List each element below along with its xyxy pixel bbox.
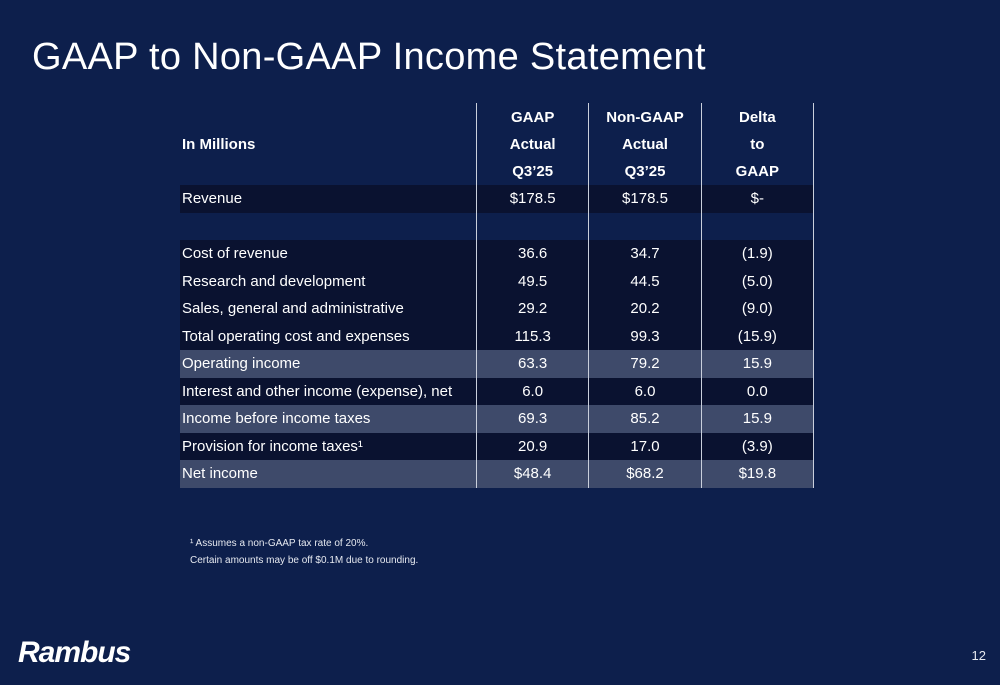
table-row bbox=[180, 433, 814, 461]
non-gaap-value: 99.3 bbox=[589, 323, 701, 351]
gaap-value: 6.0 bbox=[476, 378, 588, 406]
gaap-value: 36.6 bbox=[476, 240, 588, 268]
delta-value: 15.9 bbox=[701, 405, 813, 433]
table-row bbox=[180, 295, 814, 323]
table-row bbox=[180, 405, 814, 433]
delta-value: 15.9 bbox=[701, 350, 813, 378]
non-gaap-value: $178.5 bbox=[589, 185, 701, 213]
column-header-line: to bbox=[750, 135, 765, 153]
income-statement-table bbox=[180, 103, 814, 488]
delta-value: (1.9) bbox=[701, 240, 813, 268]
row-label: Revenue bbox=[180, 185, 476, 213]
row-label: Sales, general and administrative bbox=[180, 295, 476, 323]
column-header-line: GAAP bbox=[510, 108, 555, 126]
non-gaap-value: 79.2 bbox=[589, 350, 701, 378]
table-body bbox=[180, 185, 814, 488]
rambus-logo: Rambus bbox=[18, 636, 131, 669]
table-row bbox=[180, 350, 814, 378]
column-header-non-gaap bbox=[589, 103, 701, 185]
row-label: Income before income taxes bbox=[180, 405, 476, 433]
footnote-rounding: Certain amounts may be off $0.1M due to rounding. bbox=[190, 555, 419, 566]
row-header-label: In Millions bbox=[182, 135, 256, 153]
column-header-line: Actual bbox=[622, 135, 668, 153]
gaap-value: $48.4 bbox=[476, 460, 588, 488]
non-gaap-value: 34.7 bbox=[589, 240, 701, 268]
delta-value: (9.0) bbox=[701, 295, 813, 323]
row-label: Provision for income taxes¹ bbox=[180, 433, 476, 461]
gaap-value: 69.3 bbox=[476, 405, 588, 433]
delta-value bbox=[701, 213, 813, 241]
row-label: Interest and other income (expense), net bbox=[180, 378, 476, 406]
delta-value: (3.9) bbox=[701, 433, 813, 461]
delta-value: (15.9) bbox=[701, 323, 813, 351]
gaap-value: 115.3 bbox=[476, 323, 588, 351]
column-header-line: Non-GAAP bbox=[606, 108, 684, 126]
footnote-tax-rate: ¹ Assumes a non-GAAP tax rate of 20%. bbox=[190, 538, 369, 549]
footnotes bbox=[190, 535, 418, 569]
table-row bbox=[180, 185, 814, 213]
page-number: 12 bbox=[971, 648, 986, 663]
row-label: Net income bbox=[180, 460, 476, 488]
table-row bbox=[180, 323, 814, 351]
non-gaap-value: 44.5 bbox=[589, 268, 701, 296]
row-label: Research and development bbox=[180, 268, 476, 296]
table-row bbox=[180, 240, 814, 268]
gaap-value: 20.9 bbox=[476, 433, 588, 461]
table-row bbox=[180, 460, 814, 488]
non-gaap-value: 6.0 bbox=[589, 378, 701, 406]
gaap-value: $178.5 bbox=[476, 185, 588, 213]
gaap-value: 63.3 bbox=[476, 350, 588, 378]
column-header-line: Actual bbox=[509, 135, 556, 153]
non-gaap-value: 85.2 bbox=[589, 405, 701, 433]
non-gaap-value bbox=[589, 213, 701, 241]
column-header-line: Q3’25 bbox=[624, 162, 666, 180]
slide-title: GAAP to Non-GAAP Income Statement bbox=[32, 36, 706, 78]
delta-value: $19.8 bbox=[701, 460, 813, 488]
table-header-row bbox=[180, 103, 814, 185]
row-label: Total operating cost and expenses bbox=[180, 323, 476, 351]
column-header-line: GAAP bbox=[735, 162, 779, 180]
gaap-value bbox=[476, 213, 588, 241]
delta-value: (5.0) bbox=[701, 268, 813, 296]
gaap-value: 49.5 bbox=[476, 268, 588, 296]
table-row bbox=[180, 213, 814, 241]
delta-value: 0.0 bbox=[701, 378, 813, 406]
table-row bbox=[180, 268, 814, 296]
table-row bbox=[180, 378, 814, 406]
gaap-value: 29.2 bbox=[476, 295, 588, 323]
row-label bbox=[180, 213, 476, 241]
non-gaap-value: 20.2 bbox=[589, 295, 701, 323]
column-header-line: Q3’25 bbox=[512, 162, 554, 180]
column-header-delta bbox=[701, 103, 813, 185]
non-gaap-value: $68.2 bbox=[589, 460, 701, 488]
row-label: Cost of revenue bbox=[180, 240, 476, 268]
row-label: Operating income bbox=[180, 350, 476, 378]
delta-value: $- bbox=[701, 185, 813, 213]
non-gaap-value: 17.0 bbox=[589, 433, 701, 461]
column-header-line: Delta bbox=[738, 108, 776, 126]
column-header-gaap bbox=[476, 103, 588, 185]
